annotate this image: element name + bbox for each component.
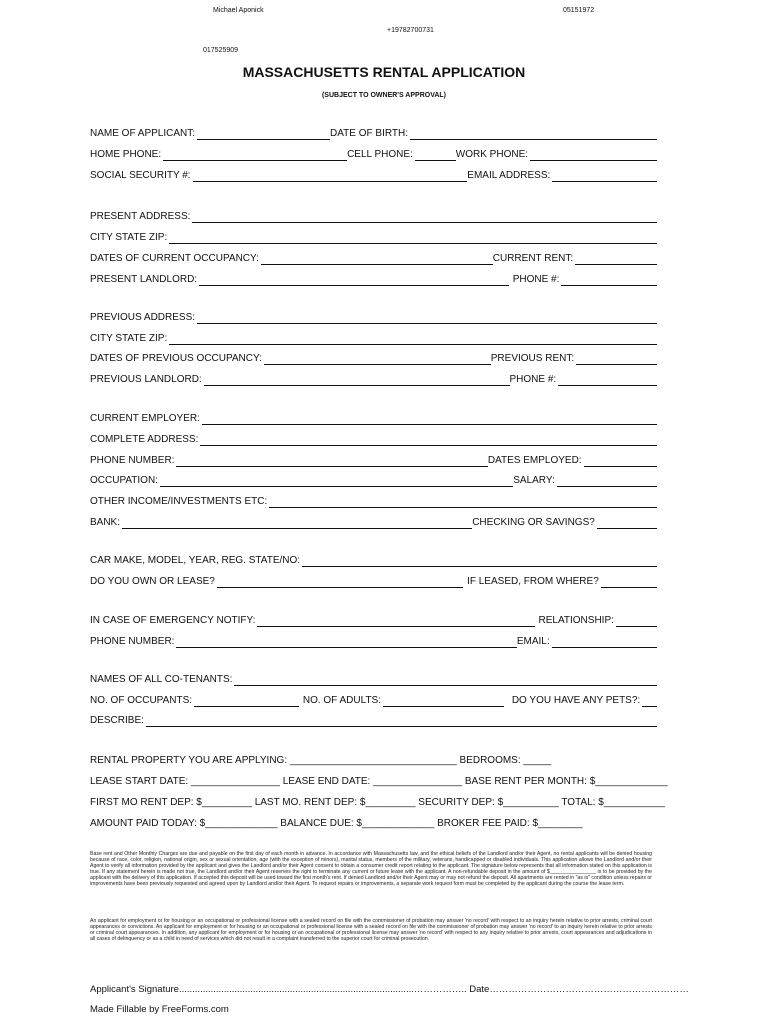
own-or-lease-label: DO YOU OWN OR LEASE?	[90, 576, 215, 587]
email-address-label: EMAIL ADDRESS:	[467, 170, 551, 181]
occupation-field[interactable]	[160, 475, 513, 487]
row-previous-occupancy	[90, 351, 657, 365]
previous-landlord-field[interactable]	[204, 374, 510, 386]
current-employer-label: CURRENT EMPLOYER:	[90, 413, 200, 424]
name-of-applicant-label: NAME OF APPLICANT:	[90, 128, 196, 139]
row-occupants	[90, 693, 657, 707]
pets-field[interactable]	[642, 695, 657, 707]
name-of-applicant-field[interactable]	[197, 128, 330, 140]
occupation-label: OCCUPATION:	[90, 475, 158, 486]
row-present-address	[90, 209, 657, 223]
other-income-label: OTHER INCOME/INVESTMENTS ETC:	[90, 496, 268, 507]
home-phone-field[interactable]	[163, 149, 347, 161]
fine-print-paragraph-2: An applicant for employment or for housing or an occupational or professional license with a sealed record on file with the commissioner of probation may answer 'no record' with respect to an inquiry herein relative to prior arrests, criminal court appearances or convictions. An applicant for employment or for housing or an occupational or professional license with a sealed record on file with the commissioner of probation may answer 'no record' to an inquiry herein relative to prior arrests or criminal court appearances. In addition, any applicant for employment or for housing or an occupational or professional license may answer 'no record' with respect to any inquiry relative to prior arrests, court appearances and adjudications in all cases of delinquency or as a child in need of services which did not result in a complaint transferred to the superior court for criminal prosecution.	[90, 918, 652, 943]
date-of-birth-label: DATE OF BIRTH:	[330, 128, 408, 139]
row-occupation	[90, 473, 657, 487]
salary-label: SALARY:	[513, 475, 555, 486]
home-phone-label: HOME PHONE:	[90, 149, 162, 160]
row-previous-address	[90, 310, 657, 324]
page-title: MASSACHUSETTS RENTAL APPLICATION	[242, 64, 526, 80]
row-employer-phone	[90, 453, 657, 467]
footer-credit: Made Fillable by FreeForms.com	[90, 1004, 229, 1015]
row-ssn-email	[90, 168, 657, 182]
row-cotenants	[90, 672, 657, 686]
row-previous-csz	[90, 331, 657, 345]
present-landlord-phone-label: PHONE #:	[512, 274, 560, 285]
previous-occupancy-field[interactable]	[264, 353, 491, 365]
present-address-label: PRESENT ADDRESS:	[90, 211, 191, 222]
row-emergency	[90, 613, 657, 627]
emergency-notify-label: IN CASE OF EMERGENCY NOTIFY:	[90, 615, 256, 626]
emergency-email-field[interactable]	[552, 636, 657, 648]
previous-address-field[interactable]	[197, 312, 657, 324]
car-label: CAR MAKE, MODEL, YEAR, REG. STATE/NO:	[90, 555, 301, 566]
employer-phone-label: PHONE NUMBER:	[90, 455, 175, 466]
previous-city-state-zip-label: CITY STATE ZIP:	[90, 333, 168, 344]
row-present-csz	[90, 230, 657, 244]
row-current-employer	[90, 411, 657, 425]
previous-rent-field[interactable]	[576, 353, 657, 365]
present-landlord-phone-field[interactable]	[561, 274, 657, 286]
cotenants-label: NAMES OF ALL CO-TENANTS:	[90, 674, 233, 685]
previous-address-label: PREVIOUS ADDRESS:	[90, 312, 196, 323]
row-own-lease	[90, 574, 657, 588]
relationship-label: RELATIONSHIP:	[538, 615, 614, 626]
lease-dates-line[interactable]: LEASE START DATE: ________________ LEASE END DATE: ________________ BASE RENT PER MONTH: $_____________	[90, 776, 668, 787]
row-emergency-phone	[90, 634, 657, 648]
emergency-phone-field[interactable]	[176, 636, 516, 648]
employer-address-label: COMPLETE ADDRESS:	[90, 434, 199, 445]
current-rent-label: CURRENT RENT:	[492, 253, 574, 264]
occupants-field[interactable]	[194, 695, 299, 707]
current-occupancy-field[interactable]	[261, 253, 493, 265]
cotenants-field[interactable]	[234, 674, 657, 686]
header-phone: +19782700731	[387, 27, 434, 34]
checking-savings-field[interactable]	[597, 517, 657, 529]
header-name: Michael Aponick	[213, 7, 264, 14]
fine-print-paragraph-1: Base rent and Other Monthly Charges are due and payable on the first day of each month in advance. In accordance with Massachusetts law, and the ethical beliefs of the Landlord and/or their Agent, no rental applicants will be denied housing because of race, color, religion, national origin, sex or sexual orientation, age (with the exception of minors), marital status, members of the military, veterans, handicapped or disabled individuals. This application allows the Landlord and/or their Agent to verify all information provided by the applicant and gives the Landlord and/or their Agent consent to obtain a consumer credit report relating to the applicant. The signature below represents that all information stated on this application is true. If any statement herein is made not true, the Landlord and/or their Agent reserves the right to terminate any current or future lease with the applicant. A non-refundable deposit in the amount of $________________ is to be provided by the applicant with the delivery of this application. If accepted this deposit will be used toward the first month's rent. If denied Landlord and/or their Agent may or may not refund the deposit. All apartments are rented in "as is" condition unless repairs or improvements have been previously requested and agreed upon by Landlord and/or their Agent. To request repairs or improvements, a separate work request form must be completed by the applicant during the course the lease term.	[90, 851, 652, 888]
pets-label: DO YOU HAVE ANY PETS?:	[511, 695, 641, 706]
previous-landlord-label: PREVIOUS LANDLORD:	[90, 374, 202, 385]
signature-date-line[interactable]: Applicant's Signature.........................................................................................…………….. Date………………………………………………………	[90, 984, 689, 995]
present-address-field[interactable]	[192, 211, 657, 223]
dates-employed-label: DATES EMPLOYED:	[487, 455, 582, 466]
relationship-field[interactable]	[616, 615, 657, 627]
deposits-line[interactable]: FIRST MO RENT DEP: $_________ LAST MO. RENT DEP: $_________ SECURITY DEP: $__________ TOTAL: $___________	[90, 797, 665, 808]
employer-address-field[interactable]	[200, 434, 657, 446]
row-bank	[90, 515, 657, 529]
ssn-label: SOCIAL SECURITY #:	[90, 170, 191, 181]
describe-label: DESCRIBE:	[90, 715, 144, 726]
own-or-lease-field[interactable]	[217, 576, 463, 588]
emergency-phone-label: PHONE NUMBER:	[90, 636, 175, 647]
amounts-line[interactable]: AMOUNT PAID TODAY: $_____________ BALANCE DUE: $_____________ BROKER FEE PAID: $________	[90, 818, 583, 829]
occupants-label: NO. OF OCCUPANTS:	[90, 695, 193, 706]
row-other-income	[90, 494, 657, 508]
previous-rent-label: PREVIOUS RENT:	[490, 353, 575, 364]
describe-field[interactable]	[146, 715, 657, 727]
row-previous-landlord	[90, 372, 657, 386]
previous-landlord-phone-label: PHONE #:	[509, 374, 557, 385]
adults-label: NO. OF ADULTS:	[302, 695, 382, 706]
row-applicant-name	[90, 126, 657, 140]
row-car	[90, 553, 657, 567]
leased-from-label: IF LEASED, FROM WHERE?	[467, 576, 599, 587]
current-employer-field[interactable]	[202, 413, 657, 425]
work-phone-label: WORK PHONE:	[455, 149, 529, 160]
row-employer-address	[90, 432, 657, 446]
previous-landlord-phone-field[interactable]	[558, 374, 657, 386]
bank-field[interactable]	[122, 517, 472, 529]
present-city-state-zip-field[interactable]	[169, 232, 657, 244]
emergency-email-label: EMAIL:	[516, 636, 550, 647]
leased-from-field[interactable]	[601, 576, 657, 588]
ssn-field[interactable]	[193, 170, 468, 182]
email-address-field[interactable]	[552, 170, 657, 182]
row-phones	[90, 147, 657, 161]
employer-phone-field[interactable]	[176, 455, 487, 467]
present-landlord-label: PRESENT LANDLORD:	[90, 274, 198, 285]
row-current-occupancy	[90, 251, 657, 265]
rental-property-line[interactable]: RENTAL PROPERTY YOU ARE APPLYING: ______________________________ BEDROOMS: _____	[90, 755, 552, 766]
current-occupancy-label: DATES OF CURRENT OCCUPANCY:	[90, 253, 259, 264]
cell-phone-field[interactable]	[415, 149, 456, 161]
date-of-birth-field[interactable]	[410, 128, 657, 140]
header-date-code: 05151972	[563, 7, 595, 14]
row-present-landlord	[90, 272, 657, 286]
emergency-notify-field[interactable]	[257, 615, 534, 627]
current-rent-field[interactable]	[575, 253, 657, 265]
other-income-field[interactable]	[269, 496, 657, 508]
previous-occupancy-label: DATES OF PREVIOUS OCCUPANCY:	[90, 353, 262, 364]
present-city-state-zip-label: CITY STATE ZIP:	[90, 232, 168, 243]
row-describe	[90, 713, 657, 727]
present-landlord-field[interactable]	[199, 274, 509, 286]
adults-field[interactable]	[383, 695, 504, 707]
header-id-code: 017525909	[203, 47, 239, 54]
previous-city-state-zip-field[interactable]	[169, 333, 657, 345]
work-phone-field[interactable]	[530, 149, 657, 161]
cell-phone-label: CELL PHONE:	[347, 149, 413, 160]
page-subtitle: (SUBJECT TO OWNER'S APPROVAL)	[321, 92, 447, 99]
car-field[interactable]	[302, 555, 657, 567]
bank-label: BANK:	[90, 517, 121, 528]
checking-savings-label: CHECKING OR SAVINGS?	[472, 517, 595, 528]
salary-field[interactable]	[557, 475, 657, 487]
dates-employed-field[interactable]	[584, 455, 657, 467]
